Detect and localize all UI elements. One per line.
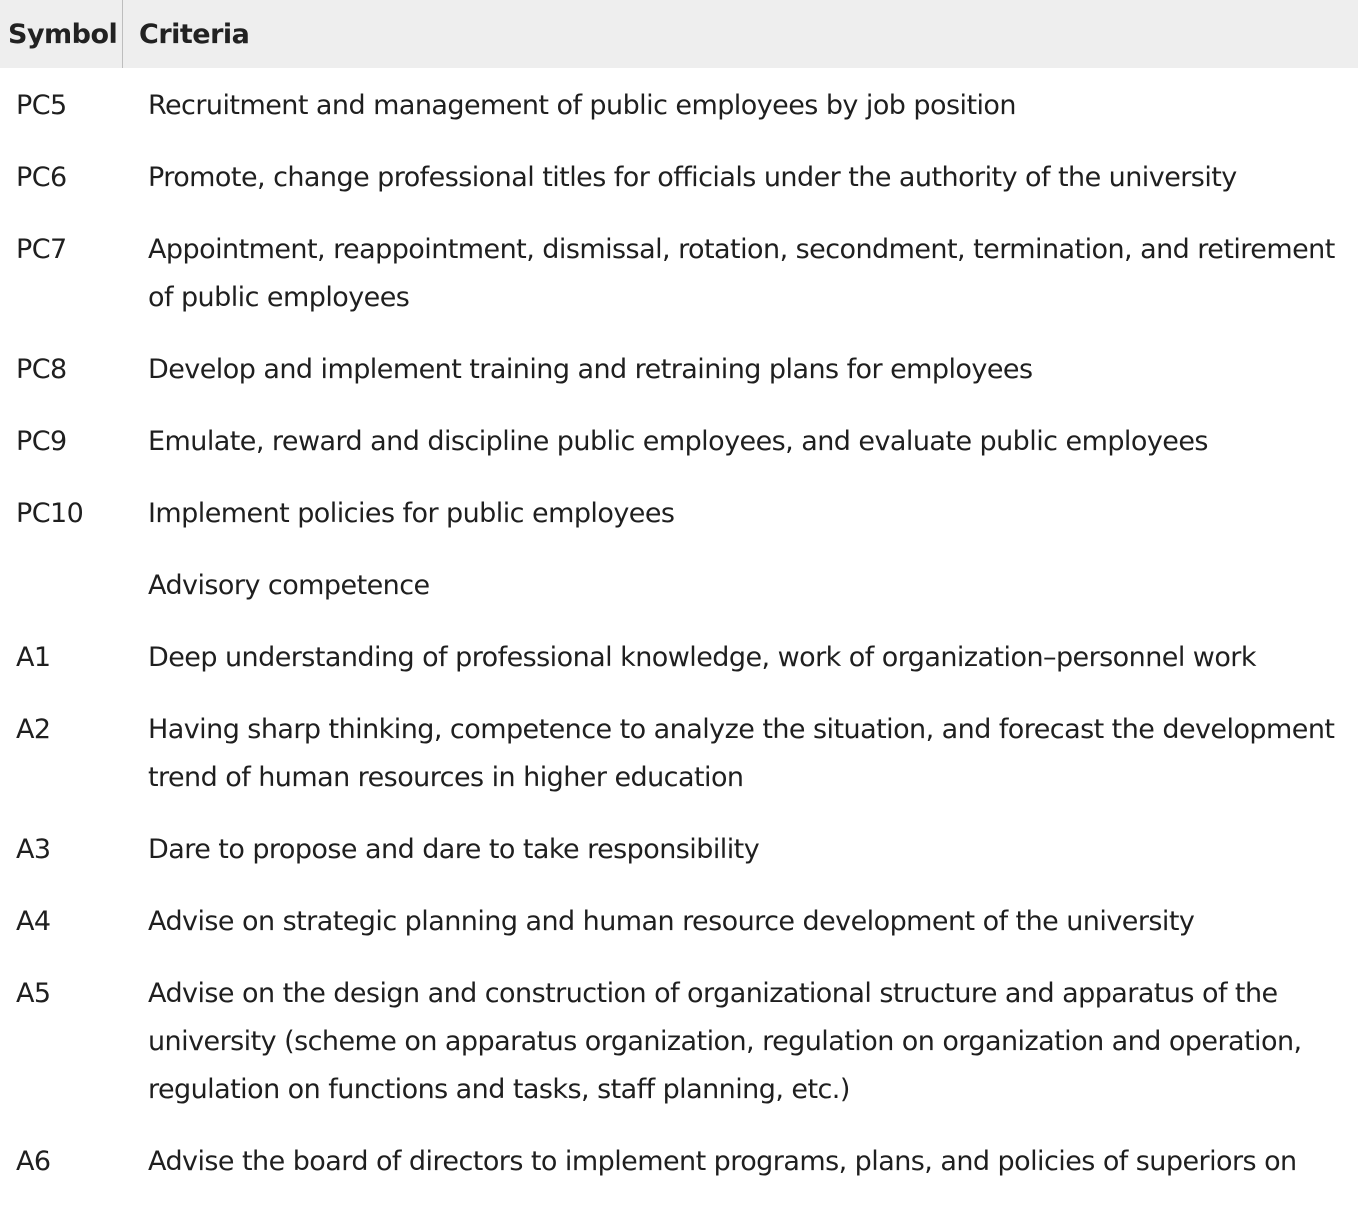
table-row [0, 970, 1358, 1138]
symbol-cell: PC7 [16, 234, 67, 265]
table-row [0, 826, 1358, 898]
section-heading-cell: Advisory competence [148, 570, 430, 601]
table-row [0, 226, 1358, 346]
criteria-cell: Deep understanding of professional knowledge, work of organization–personnel work [148, 642, 1256, 673]
criteria-cell: Implement policies for public employees [148, 498, 675, 529]
criteria-cell: Emulate, reward and discipline public employees, and evaluate public employees [148, 426, 1208, 457]
table-row [0, 82, 1358, 154]
criteria-cell: Advise the board of directors to implement programs, plans, and policies of superiors on [148, 1146, 1297, 1177]
symbol-cell: PC5 [16, 90, 67, 121]
table-row [0, 346, 1358, 418]
table-row [0, 154, 1358, 226]
symbol-cell: A3 [16, 834, 51, 865]
symbol-cell: A4 [16, 906, 51, 937]
table-row [0, 634, 1358, 706]
table-row [0, 706, 1358, 826]
column-header-symbol: Symbol [0, 0, 123, 68]
table-row [0, 898, 1358, 970]
symbol-cell: A2 [16, 714, 51, 745]
criteria-cell: Promote, change professional titles for officials under the authority of the university [148, 162, 1237, 193]
symbol-cell: PC10 [16, 498, 84, 529]
criteria-cell: Advise on the design and construction of organizational structure and apparatus of the university (scheme on apparatus organization, regulation on organization and operation, regulation on functions and tasks, staff planning, etc.) [148, 978, 1302, 1105]
criteria-cell: Develop and implement training and retraining plans for employees [148, 354, 1033, 385]
table-row [0, 1138, 1358, 1210]
criteria-cell: Advise on strategic planning and human resource development of the university [148, 906, 1195, 937]
criteria-cell: Having sharp thinking, competence to analyze the situation, and forecast the development trend of human resources in higher education [148, 714, 1335, 793]
table-row [0, 418, 1358, 490]
table-header [0, 0, 1358, 68]
symbol-cell: A1 [16, 642, 51, 673]
table-body [0, 68, 1358, 1210]
symbol-cell: PC9 [16, 426, 67, 457]
criteria-cell: Recruitment and management of public employees by job position [148, 90, 1016, 121]
symbol-cell: PC6 [16, 162, 67, 193]
table-row [0, 490, 1358, 562]
criteria-cell: Appointment, reappointment, dismissal, rotation, secondment, termination, and retirement of public employees [148, 234, 1335, 313]
table-row-section-heading [0, 562, 1358, 634]
symbol-cell: A5 [16, 978, 51, 1009]
symbol-cell: A6 [16, 1146, 51, 1177]
criteria-cell: Dare to propose and dare to take responsibility [148, 834, 760, 865]
symbol-cell: PC8 [16, 354, 67, 385]
column-header-criteria: Criteria [139, 18, 250, 50]
